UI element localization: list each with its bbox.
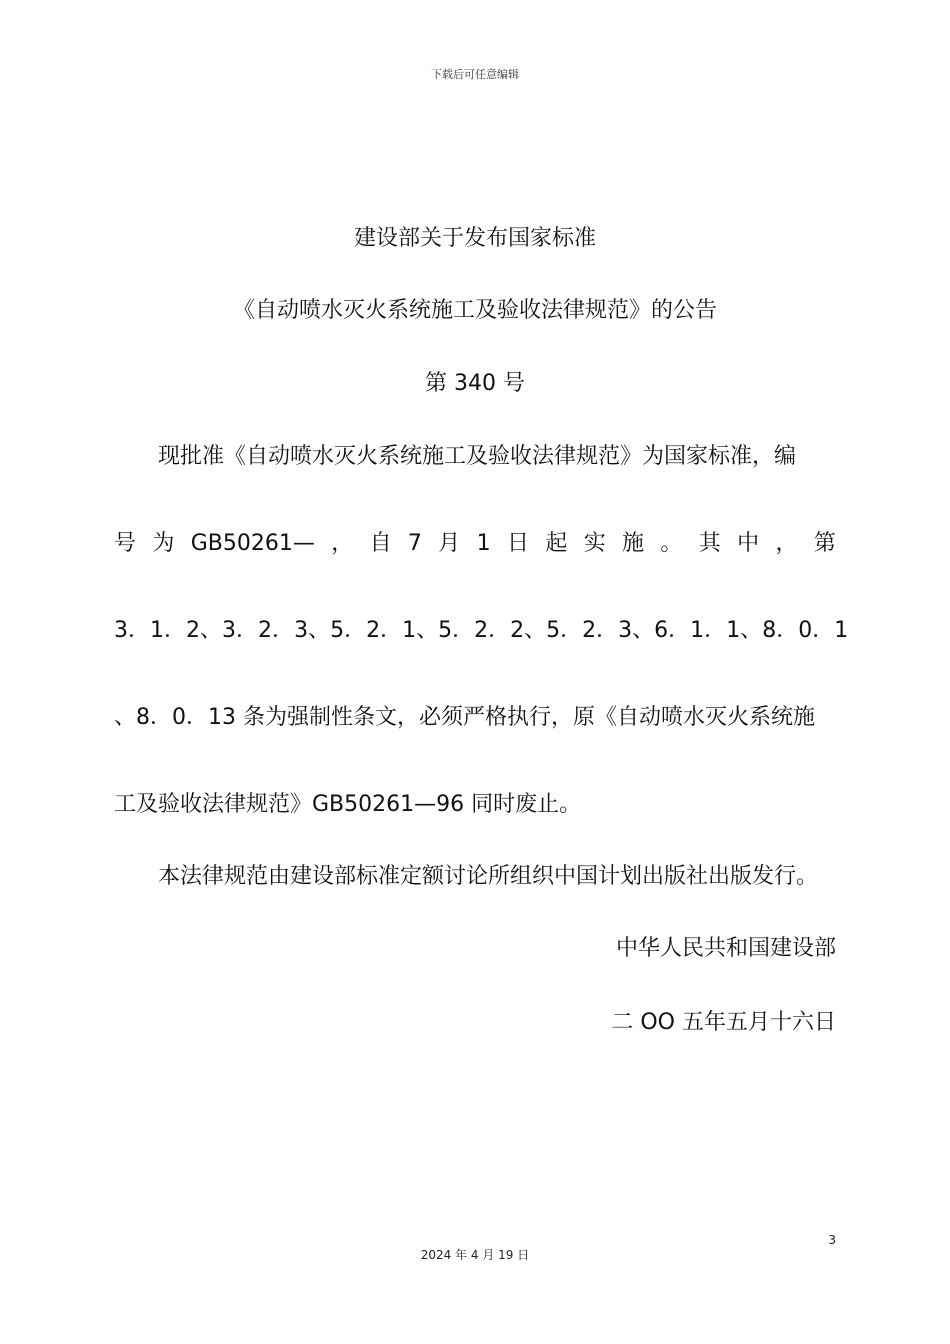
text-token: 3: [222, 618, 237, 643]
announcement-title: 建设部关于发布国家标准: [353, 226, 596, 251]
text-token: ．: [776, 618, 799, 643]
text-token: ，: [775, 531, 798, 556]
text-token: 2: [366, 618, 381, 643]
text-token: ．: [452, 618, 475, 643]
paragraph2: 本法律规范由建设部标准定额讨论所组织中国计划出版社出版发行。: [158, 864, 819, 889]
text-token: 实: [583, 531, 606, 556]
text-token: 号: [114, 531, 137, 556]
page-number: 3: [828, 1233, 836, 1247]
paragraph1-line1: 现批准《自动喷水灭火系统施工及验收法律规范》为国家标准，编: [158, 444, 797, 469]
text-token: ．: [344, 618, 367, 643]
text-token: ．: [704, 618, 727, 643]
text-token: 1: [690, 618, 705, 643]
text-token: 3、: [618, 618, 655, 643]
text-token: ．: [164, 618, 187, 643]
text-token: 其: [698, 531, 721, 556]
text-token: 5: [438, 618, 453, 643]
text-token: 起: [545, 531, 568, 556]
text-token: 为: [152, 531, 175, 556]
text-token: 2、: [510, 618, 547, 643]
text-token: 5: [330, 618, 345, 643]
text-token: 自: [369, 531, 392, 556]
text-token: 7: [407, 531, 422, 556]
paragraph1-line4: 、8．0．13 条为强制性条文，必须严格执行，原《自动喷水灭火系统施: [114, 705, 815, 730]
paragraph1-line3: [114, 616, 849, 646]
text-token: 2: [258, 618, 273, 643]
text-token: 1: [834, 618, 849, 643]
text-token: 2: [582, 618, 597, 643]
header-note: 下载后可任意编辑: [431, 68, 519, 81]
text-token: 1: [150, 618, 165, 643]
text-token: GB50261—: [190, 531, 315, 556]
text-token: ，: [331, 531, 354, 556]
paragraph1-line2: [114, 529, 836, 559]
text-token: 日: [506, 531, 529, 556]
text-token: 1: [476, 531, 491, 556]
text-token: 8: [762, 618, 777, 643]
text-token: ．: [488, 618, 511, 643]
text-token: 施: [622, 531, 645, 556]
text-token: 1、: [402, 618, 439, 643]
text-token: 0: [798, 618, 813, 643]
text-token: 中: [737, 531, 760, 556]
text-token: 第: [813, 531, 836, 556]
text-token: ．: [272, 618, 295, 643]
footer-date: 2024 年 4 月 19 日: [420, 1248, 530, 1262]
text-token: ．: [596, 618, 619, 643]
announcement-number: 第 340 号: [425, 371, 525, 396]
text-token: 3、: [294, 618, 331, 643]
text-token: 1、: [726, 618, 763, 643]
text-token: 5: [546, 618, 561, 643]
text-token: ．: [236, 618, 259, 643]
signature-organization: 中华人民共和国建设部: [615, 936, 836, 961]
text-token: 。: [660, 531, 683, 556]
text-token: ．: [380, 618, 403, 643]
text-token: 2、: [186, 618, 223, 643]
signature-date: 二 OO 五年五月十六日: [611, 1010, 836, 1035]
text-token: ．: [560, 618, 583, 643]
text-token: 月: [438, 531, 461, 556]
text-token: ．: [812, 618, 835, 643]
text-token: ．: [668, 618, 691, 643]
paragraph1-line5: 工及验收法律规范》GB50261—96 同时废止。: [114, 792, 582, 817]
text-token: ．: [128, 618, 151, 643]
text-token: 3: [114, 618, 128, 643]
text-token: 2: [474, 618, 489, 643]
announcement-subtitle: 《自动喷水灭火系统施工及验收法律规范》的公告: [232, 298, 717, 323]
text-token: 6: [654, 618, 669, 643]
